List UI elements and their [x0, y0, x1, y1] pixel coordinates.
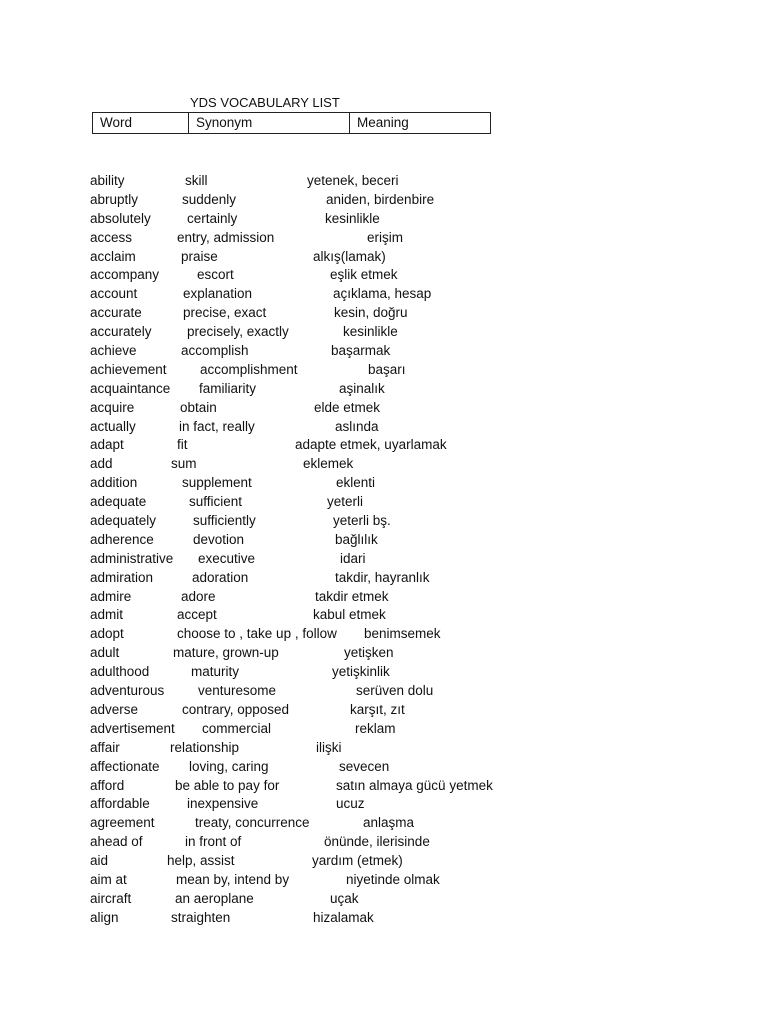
entry-meaning: aniden, birdenbire [326, 191, 435, 207]
entry-word: ahead of [90, 834, 143, 850]
entry-word: align [90, 909, 119, 925]
entry-word: actually [90, 418, 136, 434]
vocabulary-row [0, 304, 768, 323]
vocabulary-row [0, 682, 768, 701]
vocabulary-row [0, 248, 768, 267]
entry-meaning: başarı [368, 361, 406, 377]
entry-synonym: familiarity [199, 380, 257, 396]
vocabulary-row [0, 285, 768, 304]
entry-word: achievement [90, 361, 167, 377]
entry-synonym: adoration [192, 569, 249, 585]
vocabulary-row [0, 720, 768, 739]
vocabulary-row [0, 455, 768, 474]
entry-synonym: suddenly [182, 191, 237, 207]
entry-meaning: eklenti [336, 475, 376, 491]
vocabulary-row [0, 814, 768, 833]
entry-meaning: idari [340, 550, 366, 566]
entry-word: accompany [90, 267, 160, 283]
entry-synonym: help, assist [167, 853, 235, 869]
vocabulary-row [0, 380, 768, 399]
entry-synonym: precisely, exactly [187, 324, 289, 340]
vocabulary-row [0, 909, 768, 928]
entry-meaning: kabul etmek [313, 607, 386, 623]
vocabulary-row [0, 474, 768, 493]
entry-meaning: aşinalık [339, 380, 385, 396]
entry-meaning: bağlılık [335, 531, 378, 547]
entry-synonym: skill [185, 173, 208, 188]
entry-word: aid [90, 853, 109, 869]
header-word: Word [93, 113, 189, 134]
entry-meaning: reklam [355, 720, 396, 736]
vocabulary-row [0, 550, 768, 569]
vocabulary-row [0, 588, 768, 607]
vocabulary-row [0, 266, 768, 285]
entry-word: addition [90, 475, 138, 491]
entry-word: adapt [90, 437, 124, 453]
entry-synonym: mean by, intend by [176, 871, 290, 887]
vocabulary-row [0, 399, 768, 418]
entry-synonym: executive [198, 550, 256, 566]
entry-synonym: treaty, concurrence [195, 815, 310, 831]
entry-meaning: yeterli [327, 494, 364, 510]
entry-synonym: devotion [193, 531, 245, 547]
entry-word: account [90, 286, 138, 302]
entry-synonym: an aeroplane [175, 890, 254, 906]
entry-meaning: erişim [367, 229, 403, 245]
entry-word: affectionate [90, 758, 160, 774]
entry-synonym: be able to pay for [175, 777, 280, 793]
vocabulary-row [0, 739, 768, 758]
entry-synonym: commercial [202, 720, 272, 736]
header-table [92, 112, 491, 134]
entry-meaning: aslında [335, 418, 379, 434]
entry-synonym: supplement [182, 475, 252, 491]
entry-word: agreement [90, 815, 155, 831]
vocabulary-row [0, 569, 768, 588]
entry-word: affordable [90, 796, 150, 812]
entry-word: acclaim [90, 248, 136, 264]
vocabulary-row [0, 758, 768, 777]
entry-word: absolutely [90, 210, 151, 226]
entry-word: accurate [90, 305, 142, 321]
entry-synonym: in front of [185, 834, 242, 850]
vocabulary-row [0, 852, 768, 871]
entry-meaning: adapte etmek, uyarlamak [295, 437, 447, 453]
vocabulary-row [0, 191, 768, 210]
entry-synonym: accept [177, 607, 217, 623]
entry-meaning: yetenek, beceri [307, 173, 399, 188]
entry-word: admiration [90, 569, 154, 585]
header-row [93, 113, 491, 134]
entry-meaning: başarmak [331, 343, 391, 359]
entry-synonym: fit [177, 437, 188, 453]
entry-synonym: certainly [187, 210, 238, 226]
entry-synonym: accomplish [181, 343, 249, 359]
vocabulary-row [0, 512, 768, 531]
entry-word: adulthood [90, 664, 150, 680]
entry-synonym: venturesome [198, 683, 277, 699]
entry-word: advertisement [90, 720, 175, 736]
entry-meaning: hizalamak [313, 909, 374, 925]
entry-word: ability [90, 173, 125, 188]
entry-meaning: serüven dolu [356, 683, 434, 699]
vocabulary-row [0, 436, 768, 455]
entry-meaning: uçak [330, 890, 359, 906]
entry-meaning: takdir etmek [315, 588, 389, 604]
entry-word: affair [90, 739, 120, 755]
entry-word: aircraft [90, 890, 132, 906]
entry-synonym: explanation [183, 286, 253, 302]
entry-synonym: escort [197, 267, 234, 283]
entry-meaning: elde etmek [314, 399, 381, 415]
entry-synonym: sufficiently [193, 513, 256, 529]
entry-meaning: ucuz [336, 796, 365, 812]
entry-meaning: yardım (etmek) [312, 853, 403, 869]
vocabulary-row [0, 229, 768, 248]
entry-word: abruptly [90, 191, 139, 207]
entry-meaning: kesin, doğru [334, 305, 408, 321]
entry-meaning: yetişkinlik [332, 664, 390, 680]
entry-word: adverse [90, 701, 139, 717]
vocabulary-row [0, 701, 768, 720]
entry-synonym: relationship [170, 739, 240, 755]
entry-meaning: anlaşma [363, 815, 415, 831]
entry-synonym: obtain [180, 399, 217, 415]
entry-word: adult [90, 645, 120, 661]
entry-word: accurately [90, 324, 152, 340]
entry-synonym: inexpensive [187, 796, 259, 812]
entry-word: achieve [90, 343, 137, 359]
entry-meaning: yetişken [344, 645, 394, 661]
entry-word: adventurous [90, 683, 165, 699]
entry-meaning: kesinlikle [343, 324, 398, 340]
entry-meaning: satın almaya gücü yetmek [336, 777, 493, 793]
vocabulary-row [0, 531, 768, 550]
vocabulary-row [0, 663, 768, 682]
entry-word: acquire [90, 399, 135, 415]
entry-meaning: takdir, hayranlık [335, 569, 430, 585]
entry-meaning: sevecen [339, 758, 390, 774]
entry-word: adopt [90, 626, 124, 642]
vocabulary-row [0, 418, 768, 437]
vocabulary-row [0, 342, 768, 361]
entry-meaning: niyetinde olmak [346, 871, 440, 887]
vocabulary-row [0, 210, 768, 229]
entry-meaning: yeterli bş. [333, 513, 391, 529]
entry-meaning: ilişki [316, 739, 342, 755]
entry-synonym: accomplishment [200, 361, 298, 377]
header-meaning: Meaning [350, 113, 491, 134]
vocabulary-row [0, 795, 768, 814]
vocabulary-row [0, 361, 768, 380]
entry-word: adherence [90, 531, 154, 547]
vocabulary-row [0, 172, 768, 191]
entry-word: acquaintance [90, 380, 171, 396]
entry-word: access [90, 229, 133, 245]
entry-synonym: praise [181, 248, 218, 264]
vocabulary-row [0, 493, 768, 512]
vocabulary-row [0, 606, 768, 625]
entry-synonym: entry, admission [177, 229, 275, 245]
entry-meaning: önünde, ilerisinde [324, 834, 430, 850]
entry-synonym: adore [181, 588, 216, 604]
entry-synonym: maturity [191, 664, 240, 680]
entry-meaning: eklemek [303, 456, 354, 472]
entry-synonym: mature, grown-up [173, 645, 279, 661]
entry-word: administrative [90, 550, 174, 566]
entry-meaning: benimsemek [364, 626, 441, 642]
vocabulary-list [0, 172, 768, 928]
vocabulary-row [0, 777, 768, 796]
entry-meaning: kesinlikle [325, 210, 380, 226]
entry-word: adequate [90, 494, 147, 510]
entry-synonym: contrary, opposed [182, 701, 290, 717]
entry-synonym: loving, caring [189, 758, 269, 774]
entry-word: add [90, 456, 113, 472]
entry-synonym: precise, exact [183, 305, 267, 321]
entry-meaning: alkış(lamak) [313, 248, 386, 264]
entry-synonym: sum [171, 456, 197, 472]
vocabulary-row [0, 871, 768, 890]
vocabulary-row [0, 644, 768, 663]
entry-meaning: açıklama, hesap [333, 286, 432, 302]
vocabulary-row [0, 625, 768, 644]
vocabulary-row [0, 833, 768, 852]
entry-synonym: in fact, really [179, 418, 255, 434]
vocabulary-row [0, 890, 768, 909]
entry-word: afford [90, 777, 125, 793]
entry-synonym: sufficient [189, 494, 243, 510]
entry-word: admit [90, 607, 124, 623]
entry-meaning: eşlik etmek [330, 267, 398, 283]
entry-word: admire [90, 588, 132, 604]
vocabulary-row [0, 323, 768, 342]
entry-meaning: karşıt, zıt [350, 701, 405, 717]
entry-synonym: choose to , take up , follow [177, 626, 337, 642]
entry-word: adequately [90, 513, 157, 529]
header-synonym: Synonym [189, 113, 350, 134]
document-title: YDS VOCABULARY LIST [190, 95, 340, 110]
entry-synonym: straighten [171, 909, 231, 925]
entry-word: aim at [90, 871, 127, 887]
